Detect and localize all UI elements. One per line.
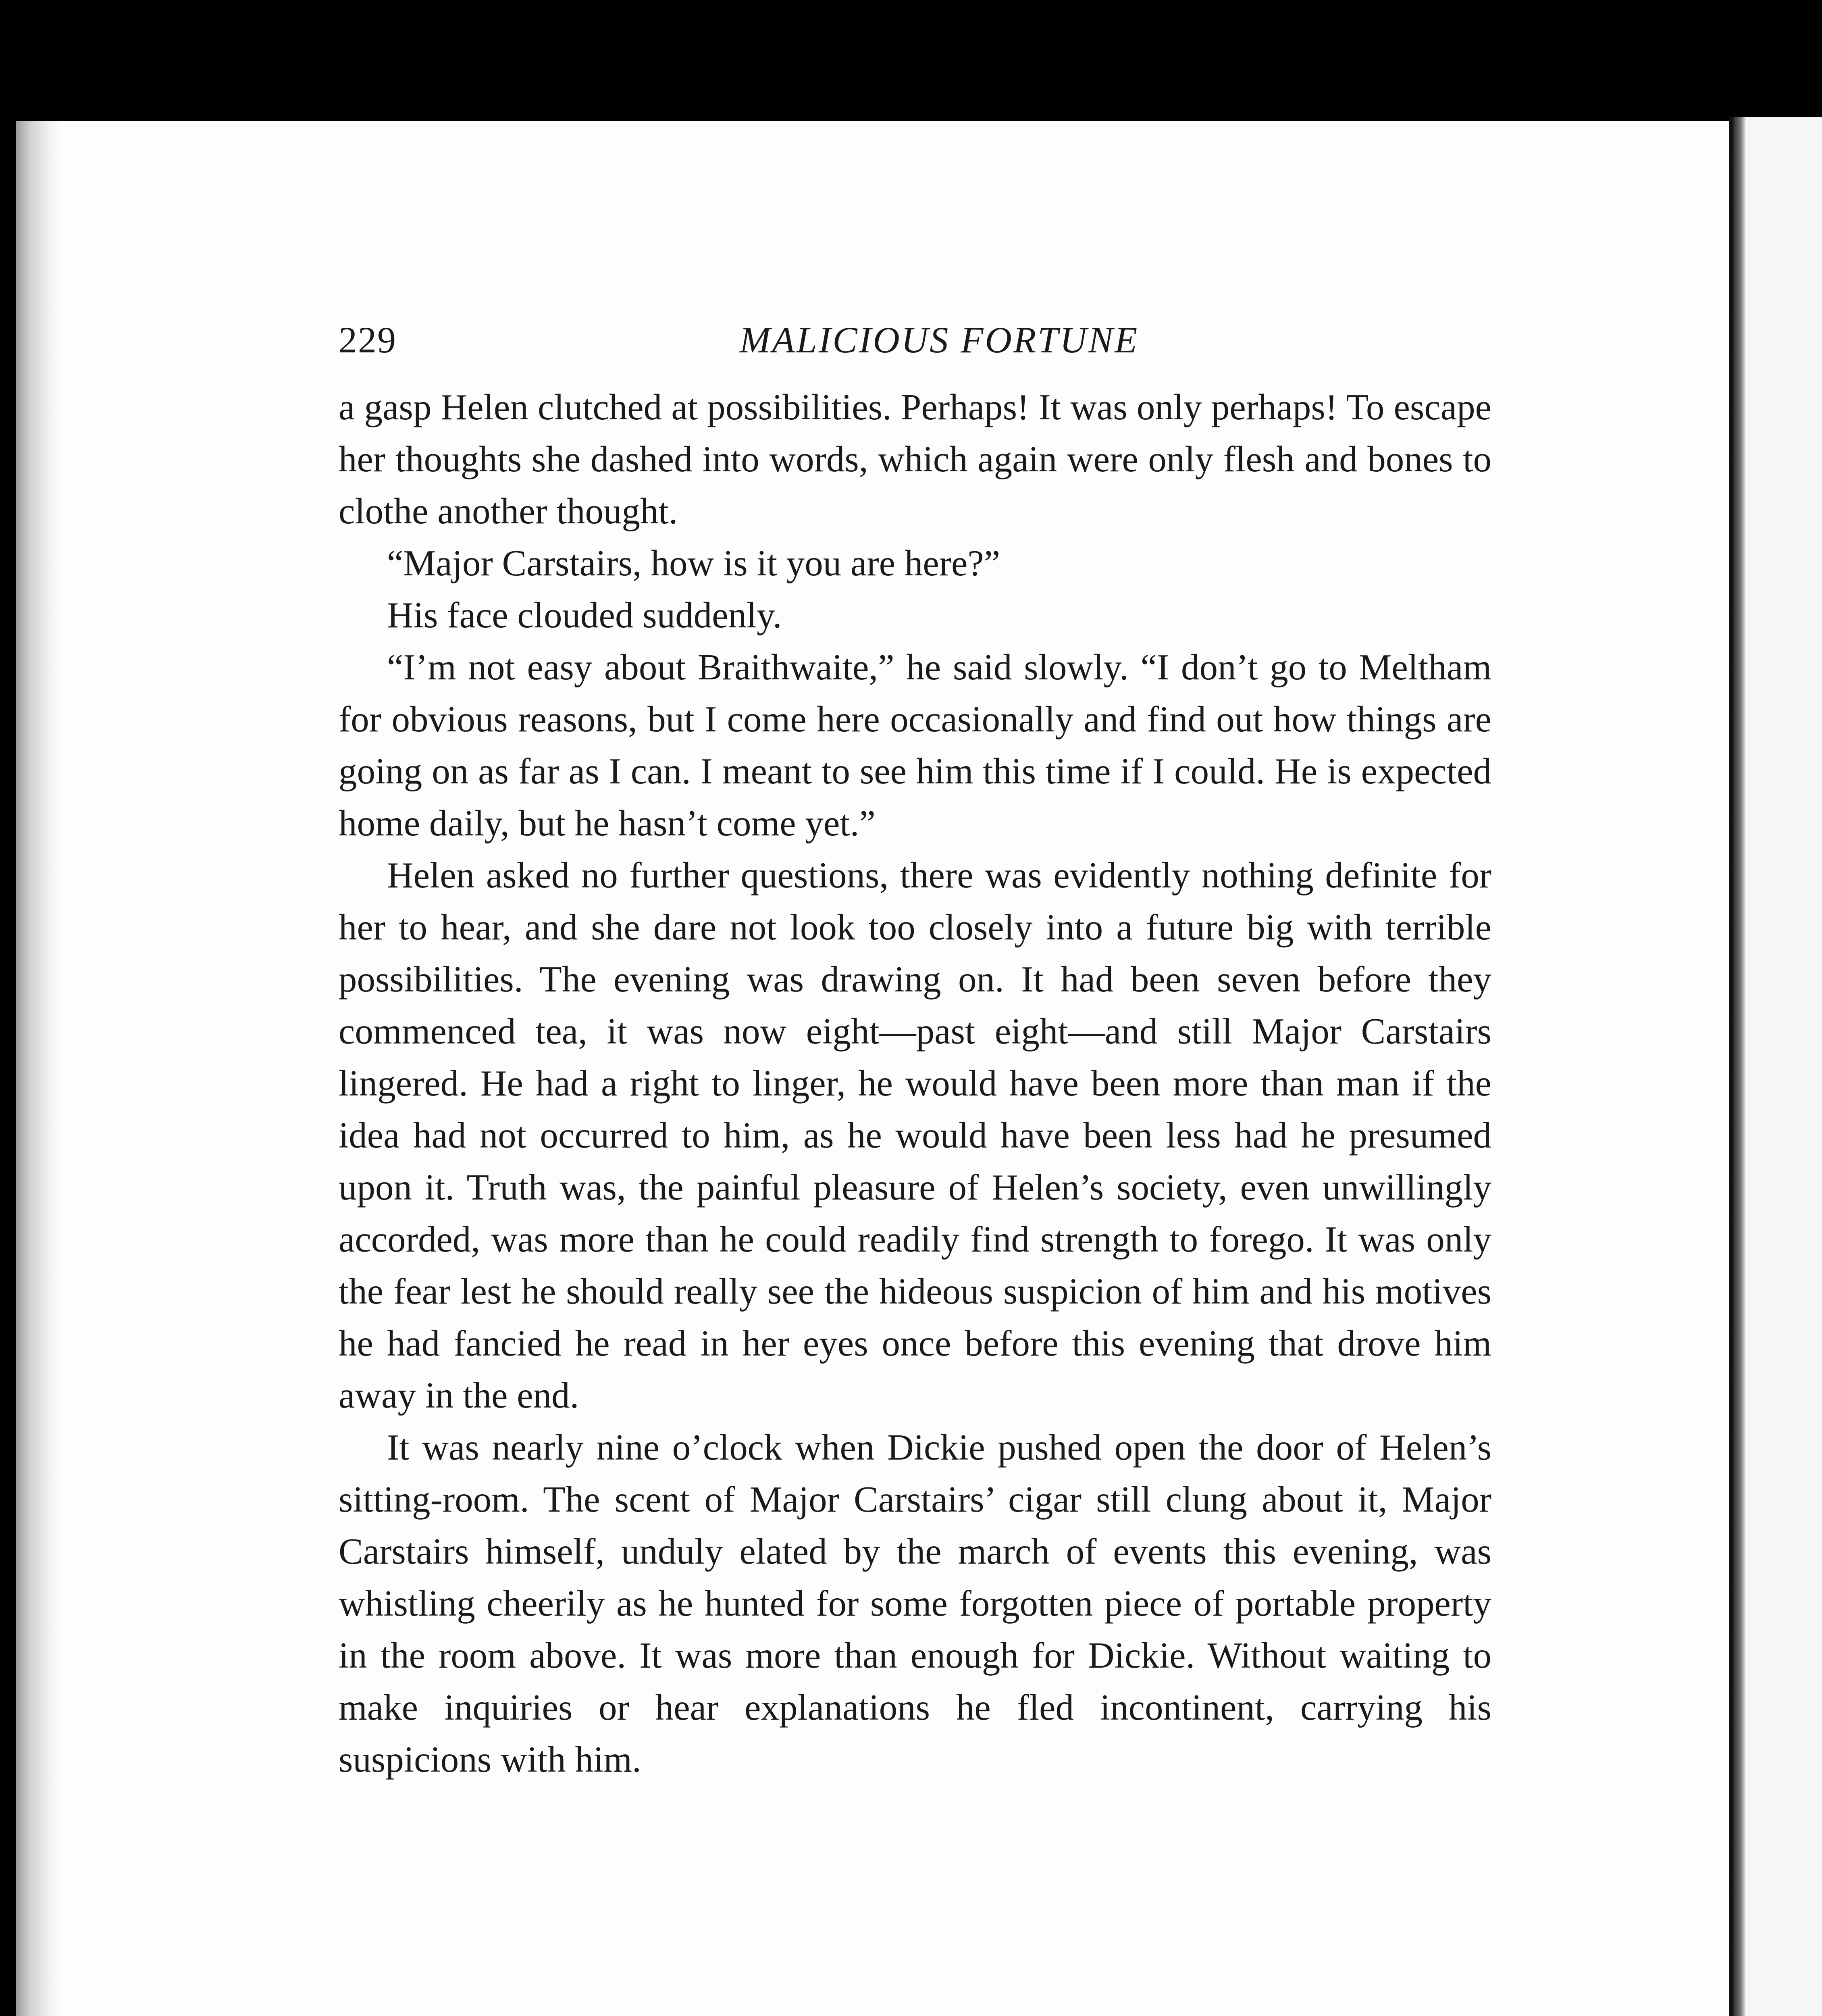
paragraph: “Major Carstairs, how is it you are here?” bbox=[387, 543, 1000, 583]
page-header bbox=[339, 314, 1540, 367]
paragraph: a gasp Helen clutched at possibilities. Perhaps! It was only perhaps! To escape her thoughts she dashed into words, which again were only flesh and bones to clothe another thought. bbox=[339, 387, 1491, 531]
paragraph: His face clouded suddenly. bbox=[387, 595, 782, 635]
paragraph: “I’m not easy about Braithwaite,” he said slowly. “I don’t go to Meltham for obvious reasons, but I come here occasionally and find out how things are going on as far as I can. I meant to see him this time if I could. He is expected home daily, but he hasn’t come yet.” bbox=[339, 647, 1491, 843]
paragraph: It was nearly nine o’clock when Dickie pushed open the door of Helen’s sitting-room. The scent of Major Carstairs’ cigar still clung about it, Major Carstairs himself, unduly elated by the march of events this evening, was whistling cheerily as he hunted for some forgotten piece of portable property in the room above. It was more than enough for Dickie. Without waiting to make inquiries or hear explanations he fled incontinent, carrying his suspicions with him. bbox=[339, 1427, 1491, 1780]
page-binding-shadow bbox=[16, 121, 60, 2016]
running-title: MALICIOUS FORTUNE bbox=[739, 319, 1139, 360]
adjacent-page-gutter bbox=[1733, 117, 1745, 2016]
page-number: 229 bbox=[339, 319, 397, 360]
paragraph: Helen asked no further questions, there was evidently nothing definite for her to hear, and she dare not look too closely into a future big with terrible possibilities. The evening was drawing on. It had been seven before they commenced tea, it was now eight—past eight—and still Major Carstairs lingered. He had a right to linger, he would have been more than man if the idea had not occurred to him, as he would have been less had he presumed upon it. Truth was, the painful pleasure of Helen’s society, even unwillingly accorded, was more than he could readily find strength to forego. It was only the fear lest he should really see the hideous suspicion of him and his motives he had fancied he read in her eyes once before this evening that drove him away in the end. bbox=[339, 855, 1491, 1416]
body-text bbox=[339, 381, 1491, 1785]
